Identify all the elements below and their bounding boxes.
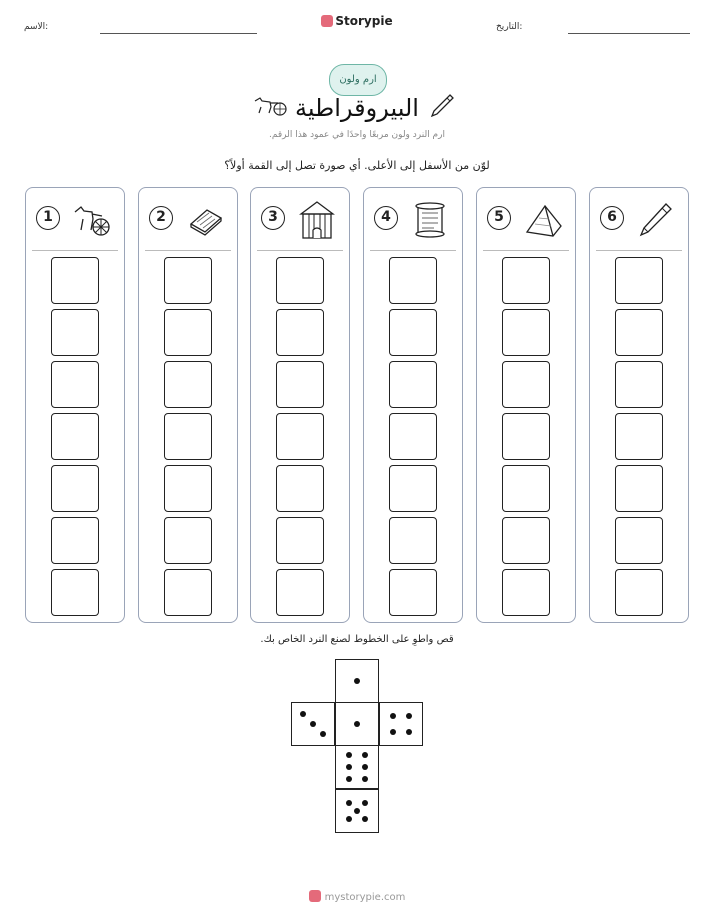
color-box[interactable] xyxy=(615,569,663,616)
date-line[interactable] xyxy=(568,33,690,34)
color-box[interactable] xyxy=(615,257,663,304)
color-box[interactable] xyxy=(276,257,324,304)
activity-badge: ارم ولون xyxy=(329,64,387,96)
dice-pip xyxy=(354,678,360,684)
subtitle: ارم النرد ولون مربعًا واحدًا في عمود هذا الرقم. xyxy=(269,130,445,140)
color-box[interactable] xyxy=(276,413,324,460)
column-divider xyxy=(257,250,343,251)
column-divider xyxy=(370,250,456,251)
dice-pip xyxy=(346,764,352,770)
color-box[interactable] xyxy=(615,413,663,460)
dice-pip xyxy=(390,713,396,719)
clay-tablet-icon xyxy=(185,200,225,240)
cut-instruction: قص واطوِ على الخطوط لصنع النرد الخاص بك. xyxy=(260,634,454,645)
column-number: 3 xyxy=(261,206,285,230)
color-box[interactable] xyxy=(51,309,99,356)
page-title: البيروقراطية xyxy=(295,94,419,122)
color-box[interactable] xyxy=(389,569,437,616)
color-box[interactable] xyxy=(164,413,212,460)
storypie-logo-icon xyxy=(321,15,333,27)
color-box[interactable] xyxy=(164,309,212,356)
column-divider xyxy=(596,250,682,251)
column-divider xyxy=(32,250,118,251)
pyramid-icon xyxy=(523,200,563,240)
color-box[interactable] xyxy=(51,413,99,460)
color-box[interactable] xyxy=(389,361,437,408)
instruction: لوّن من الأسفل إلى الأعلى. أي صورة تصل إلى القمة أولاً؟ xyxy=(224,159,490,172)
dice-pip xyxy=(406,713,412,719)
dice-pip xyxy=(362,752,368,758)
storypie-logo-icon xyxy=(309,890,321,902)
column-number: 6 xyxy=(600,206,624,230)
color-box[interactable] xyxy=(164,257,212,304)
name-label: الاسم: xyxy=(24,22,49,32)
dice-column-3 xyxy=(250,187,350,623)
color-box[interactable] xyxy=(389,465,437,512)
color-box[interactable] xyxy=(615,361,663,408)
color-box[interactable] xyxy=(389,517,437,564)
dice-pip xyxy=(362,800,368,806)
color-box[interactable] xyxy=(164,517,212,564)
color-box[interactable] xyxy=(502,569,550,616)
column-divider xyxy=(145,250,231,251)
date-label: التاريخ: xyxy=(496,22,523,32)
color-box[interactable] xyxy=(389,309,437,356)
dice-pip xyxy=(354,808,360,814)
color-box[interactable] xyxy=(502,413,550,460)
color-box[interactable] xyxy=(502,517,550,564)
dice-pip xyxy=(300,711,306,717)
color-box[interactable] xyxy=(389,257,437,304)
dice-pip xyxy=(320,731,326,737)
color-box[interactable] xyxy=(615,517,663,564)
color-box[interactable] xyxy=(164,569,212,616)
dice-face xyxy=(335,659,379,703)
dice-pip xyxy=(346,752,352,758)
dice-pip xyxy=(362,764,368,770)
color-box[interactable] xyxy=(51,465,99,512)
column-number: 2 xyxy=(149,206,173,230)
color-box[interactable] xyxy=(51,569,99,616)
dice-face xyxy=(335,702,379,746)
dice-column-2 xyxy=(138,187,238,623)
color-box[interactable] xyxy=(615,465,663,512)
footer-url: mystorypie.com xyxy=(324,892,406,903)
color-box[interactable] xyxy=(51,361,99,408)
dice-face xyxy=(335,789,379,833)
dice-pip xyxy=(310,721,316,727)
chariot-icon xyxy=(72,200,112,240)
color-box[interactable] xyxy=(276,517,324,564)
color-box[interactable] xyxy=(276,361,324,408)
scroll-icon xyxy=(410,200,450,240)
brand-name: Storypie xyxy=(335,14,393,28)
color-box[interactable] xyxy=(502,257,550,304)
color-box[interactable] xyxy=(276,465,324,512)
color-box[interactable] xyxy=(502,309,550,356)
column-number: 5 xyxy=(487,206,511,230)
dice-pip xyxy=(346,800,352,806)
color-box[interactable] xyxy=(276,309,324,356)
color-box[interactable] xyxy=(51,517,99,564)
color-box[interactable] xyxy=(164,465,212,512)
color-box[interactable] xyxy=(389,413,437,460)
dice-face xyxy=(335,745,379,789)
color-box[interactable] xyxy=(276,569,324,616)
color-box[interactable] xyxy=(502,361,550,408)
dice-pip xyxy=(362,816,368,822)
dice-face xyxy=(291,702,335,746)
color-box[interactable] xyxy=(51,257,99,304)
pencil-icon xyxy=(636,200,676,240)
name-line[interactable] xyxy=(100,33,257,34)
brand-logo xyxy=(0,14,714,28)
dice-pip xyxy=(346,816,352,822)
dice-face xyxy=(379,702,423,746)
dice-column-6 xyxy=(589,187,689,623)
color-box[interactable] xyxy=(502,465,550,512)
dice-pip xyxy=(390,729,396,735)
dice-column-1 xyxy=(25,187,125,623)
dice-column-5 xyxy=(476,187,576,623)
footer xyxy=(0,890,714,903)
color-box[interactable] xyxy=(615,309,663,356)
column-divider xyxy=(483,250,569,251)
granary-icon xyxy=(297,200,337,240)
dice-pip xyxy=(406,729,412,735)
dice-pip xyxy=(346,776,352,782)
dice-column-4 xyxy=(363,187,463,623)
column-number: 1 xyxy=(36,206,60,230)
column-number: 4 xyxy=(374,206,398,230)
dice-pip xyxy=(354,721,360,727)
dice-pip xyxy=(362,776,368,782)
title-pencil-icon xyxy=(428,92,456,120)
color-box[interactable] xyxy=(164,361,212,408)
